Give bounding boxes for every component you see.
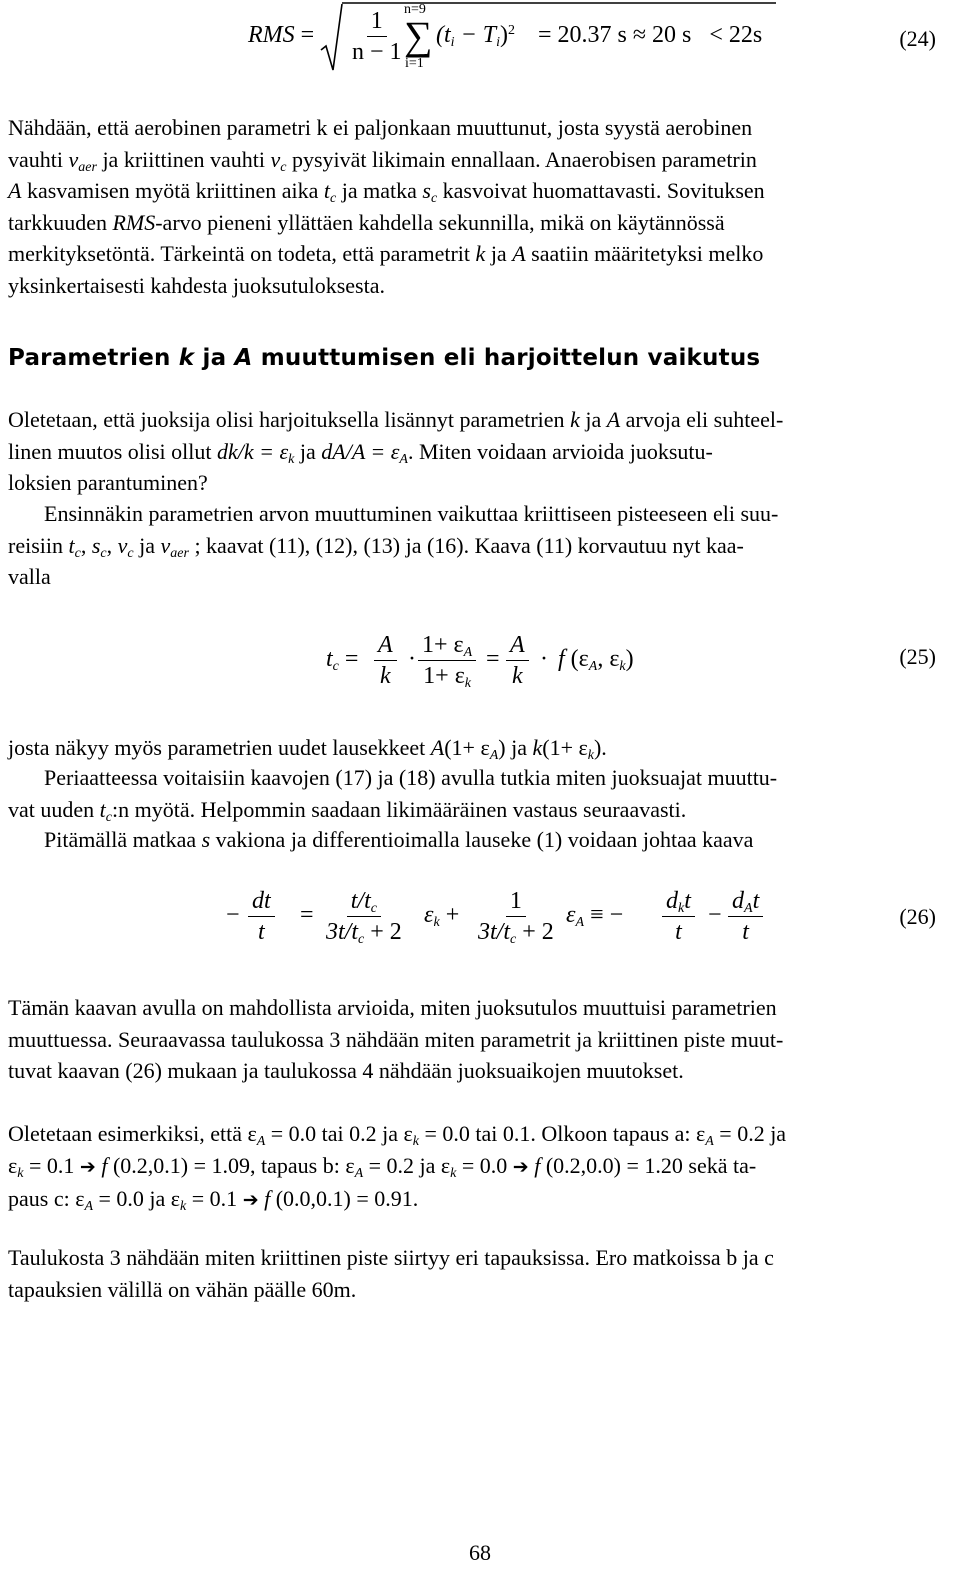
- paragraph-critical-point: Ensinnäkin parametrien arvon muuttuminen vaikuttaa kriittiseen pisteeseen eli suu- reisiin $t_c$, $s_c$, $v_c$ ja $v_{aer}$ ; kaavat (11), (12), (13) ja (16). Kaava (11) korvautuu nyt kaa- valla: [8, 501, 779, 589]
- paragraph-table-3: Taulukosta 3 nähdään miten kriittinen piste siirtyy eri tapauksissa. Ero matkoissa b ja c tapauksien välillä on vähän päälle 60m.: [8, 1245, 774, 1302]
- paragraph-aerobic: Nähdään, että aerobinen parametri k ei paljonkaan muuttunut, josta syystä aerobinen vauhti $v_{aer}$ ja kriittinen vauhti $v_c$ pysyivät likimain ennallaan. Anaerobisen parametrin A kasvamisen myötä kriittinen aika $t_c$ ja matka $s_c$ kasvoivat huomattavasti. Sovituksen tarkkuuden RMS-arvo pieneni yllättäen kahdella sekunnilla, mikä on käytännössä merkityksetöntä. Tärkeintä on todeta, että parametrit k ja A saatiin määritetyksi melko yksinkertaisesti kahdesta juoksutuloksesta.: [8, 115, 765, 298]
- eq24-lhs: RMS: [248, 22, 295, 48]
- arrow-icon: ➔: [79, 1155, 96, 1178]
- paragraph-formula-usage: Tämän kaavan avulla on mahdollista arvioida, miten juoksutulos muuttuisi parametrien muuttuessa. Seuraavassa taulukossa 3 nähdään miten parametrit ja kriittinen piste muut- tuvat kaavan (26) mukaan ja taulukossa 4 nähdään juoksuaikojen muutokset.: [8, 995, 784, 1083]
- equation-26: − $\frac{dt}{t}$ = $\frac{t/t_c}{3t/t_c + 2}$ $\varepsilon_k$ + $\frac{1}{3t/t_c + 2}$ $\varepsilon_A$ ≡ − $d_kt$ t − $d_At$ t: [226, 876, 786, 960]
- equation-24: RMS = $\frac{1}{n - 1}$ n=9 ∑ i=1 $(t_i - T_i)^2$ = 20.37 s ≈ 20 s < 22s: [248, 0, 808, 80]
- sum-lower: i=1: [405, 56, 424, 71]
- eq24-result: = 20.37 s ≈ 20 s < 22s: [538, 22, 763, 48]
- paragraph-differentiation: Pitämällä matkaa s vakiona ja differentioimalla lauseke (1) voidaan johtaa kaava: [44, 827, 754, 852]
- eq24-coef-num: 1: [367, 6, 387, 37]
- arrow-icon: ➔: [512, 1155, 529, 1178]
- equation-25: $t_c$ = $\frac{A}{k}$ · $\frac{1+ \varepsilon_A}{1+ \varepsilon_k}$ = $\frac{A}{k}$ · f ($\varepsilon_A$, $\varepsilon_k$): [326, 632, 634, 691]
- paragraph-principle: Periaatteessa voitaisiin kaavojen (17) ja (18) avulla tutkia miten juoksuajat muuttu- vat uuden $t_c:n$ myötä. Helpommin saadaan likimääräinen vastaus seuraavasti.: [8, 765, 778, 825]
- sqrt-sign: [320, 2, 344, 74]
- paragraph-assumption: Oletetaan, että juoksija olisi harjoituksella lisännyt parametrien k ja A arvoja eli suhteel- linen muutos olisi ollut $dk/k = \varepsilon_k$ ja $dA/A = \varepsilon_A$. Miten voidaan arvioida juoksutu- loksien parantuminen?: [8, 407, 784, 495]
- page-number: 68: [469, 1540, 491, 1565]
- eq24-coef-den: n − 1: [352, 39, 402, 65]
- eq24-number: (24): [899, 26, 936, 51]
- arrow-icon: ➔: [242, 1189, 259, 1211]
- eq24-body: $(t_i - T_i)^2$: [436, 22, 515, 50]
- section-heading: Parametrien k ja A muuttumisen eli harjoittelun vaikutus: [8, 345, 761, 371]
- sum-sign: ∑: [404, 13, 433, 58]
- eq25-number: (25): [899, 644, 936, 669]
- paragraph-new-expressions: josta näkyy myös parametrien uudet lausekkeet $A(1+ \varepsilon_A)$ ja $k(1+ \varepsilon_k)$.: [8, 735, 607, 763]
- paragraph-example: Oletetaan esimerkiksi, että $\varepsilon_A = 0.0$ tai 0.2 ja $\varepsilon_k = 0.0$ tai 0.1. Olkoon tapaus a: $\varepsilon_A = 0.2$ ja $\varepsilon_k = 0.1$ ➔ f (0.2,0.1) = 1.09, tapaus b: $\varepsilon_A = 0.2$ ja $\varepsilon_k = 0.0$ ➔ f (0.2,0.0) = 1.20 sekä ta- paus c: $\varepsilon_A = 0.0$ ja $\varepsilon_k = 0.1$ ➔ f (0.0,0.1) = 0.91.: [8, 1121, 787, 1214]
- eq26-number: (26): [899, 904, 936, 929]
- sum-upper: n=9: [404, 2, 426, 17]
